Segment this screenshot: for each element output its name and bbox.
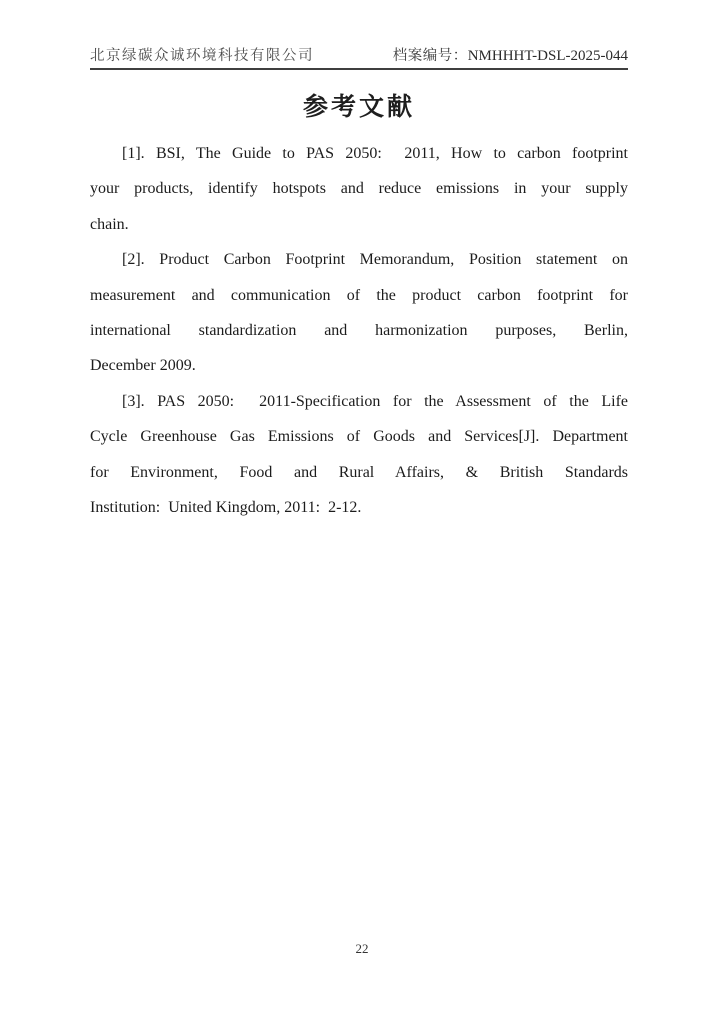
header-rule	[90, 68, 628, 70]
reference-line: December 2009.	[90, 357, 196, 375]
reference-item-3	[90, 384, 628, 526]
references-section	[90, 136, 628, 525]
doc-number-label: 档案编号：	[392, 48, 468, 64]
reference-line: [3]. PAS 2050: 2011-Specification for the Assessment of the Life	[122, 392, 628, 410]
reference-line: Cycle Greenhouse Gas Emissions of Goods and Services[J]. Department	[90, 428, 628, 446]
reference-line: [1]. BSI, The Guide to PAS 2050: 2011, How to carbon footprint	[122, 145, 628, 162]
page-header	[90, 44, 628, 65]
doc-number	[393, 44, 628, 65]
page-number: 22	[355, 941, 369, 956]
reference-line: for Environment, Food and Rural Affairs, & British Standards	[90, 463, 628, 481]
page-title: 参考文献	[302, 94, 415, 121]
reference-item-2	[90, 242, 628, 384]
reference-line: [2]. Product Carbon Footprint Memorandum, Position statement on	[122, 251, 628, 269]
reference-line: your products, identify hotspots and reduce emissions in your supply	[90, 180, 628, 198]
reference-line: international standardization and harmonization purposes, Berlin,	[90, 322, 628, 340]
reference-item-1	[90, 136, 628, 242]
company-name: 北京绿碳众诚环境科技有限公司	[90, 48, 314, 64]
reference-line: chain.	[90, 215, 129, 233]
doc-number-value: NMHHHT-DSL-2025-044	[467, 48, 628, 64]
reference-line: measurement and communication of the product carbon footprint for	[90, 286, 628, 304]
reference-line: Institution: United Kingdom, 2011: 2-12.	[90, 499, 362, 517]
